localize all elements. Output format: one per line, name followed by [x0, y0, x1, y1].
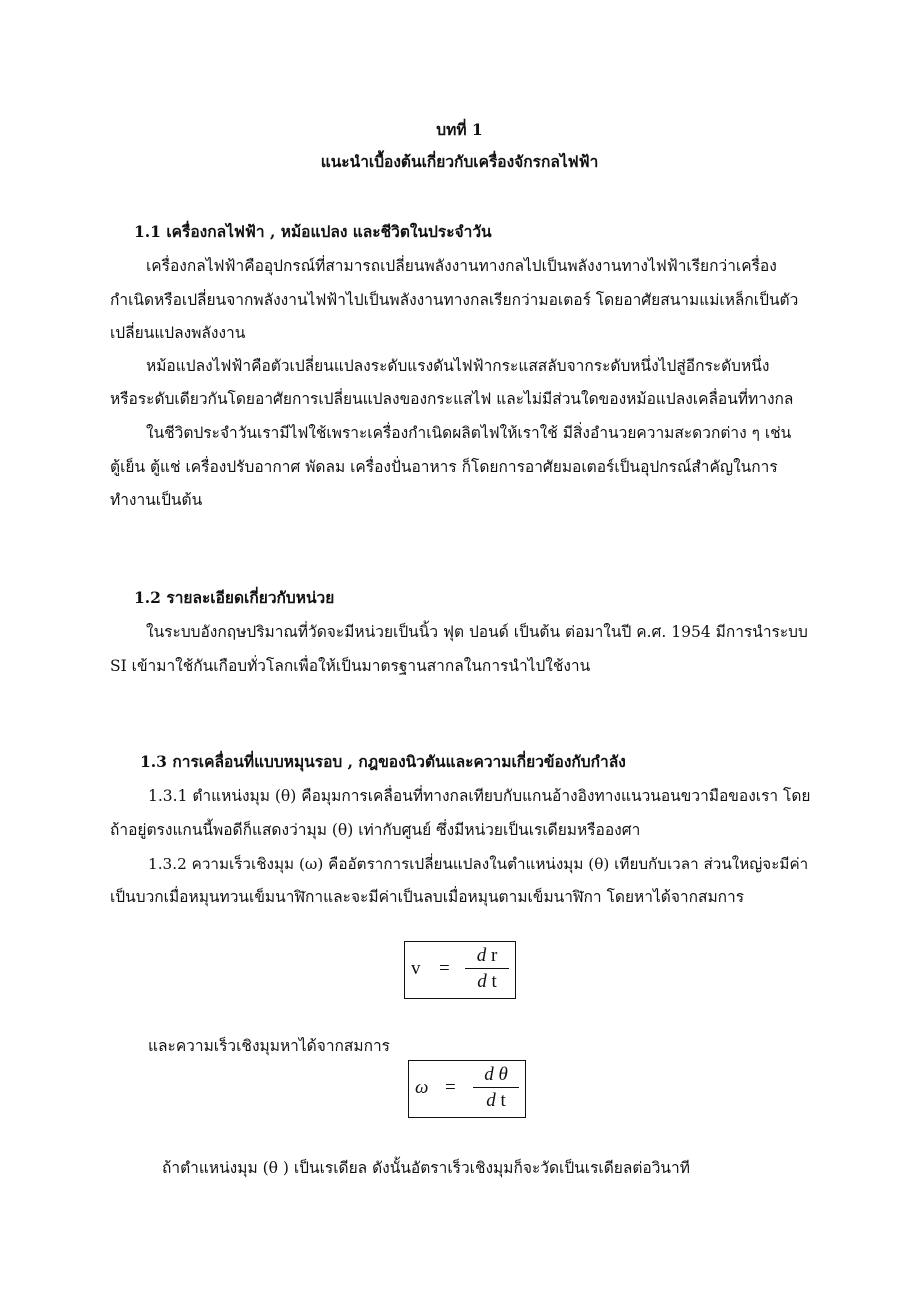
velocity-equation: [404, 941, 516, 999]
chapter-number: บทที่ 1: [436, 120, 483, 139]
equation-denominator: d t: [477, 971, 497, 992]
paragraph-line: เป็นบวกเมื่อหมุนทวนเข็มนาฬิกาและจะมีค่าเป็นลบเมื่อหมุนตามเข็มนาฬิกา โดยหาได้จากสมการ: [110, 888, 745, 906]
paragraph-line: และความเร็วเชิงมุมหาได้จากสมการ: [148, 1037, 390, 1055]
equation-numerator: d θ: [484, 1064, 508, 1085]
paragraph-line: หรือระดับเดียวกันโดยอาศัยการเปลี่ยนแปลงของกระแสไฟ และไม่มีส่วนใดของหม้อแปลงเคลื่อนที่ทางกล: [110, 390, 794, 408]
equation-fraction: [473, 1064, 519, 1112]
paragraph-line: ถ้าอยู่ตรงแกนนี้พอดีก็แสดงว่ามุม (θ) เท่ากับศูนย์ ซึ่งมีหน่วยเป็นเรเดียมหรือองศา: [110, 821, 641, 839]
equation-lhs: ω: [415, 1077, 429, 1098]
fraction-bar: [473, 1087, 519, 1088]
paragraph-line: 1.3.2 ความเร็วเชิงมุม (ω) คืออัตราการเปลี่ยนแปลงในตำแหน่งมุม (θ) เทียบกับเวลา ส่วนใหญ่จะมีค่า: [148, 855, 809, 873]
paragraph-line: ถ้าตำแหน่งมุม (θ ) เป็นเรเดียล ดังนั้นอัตราเร็วเชิงมุมก็จะวัดเป็นเรเดียลต่อวินาที: [162, 1159, 690, 1177]
fraction-bar: [465, 968, 509, 969]
angular-velocity-equation: [408, 1060, 526, 1118]
equation-denominator: d t: [486, 1090, 506, 1111]
equation-equals: =: [445, 1077, 456, 1098]
section-heading-1-1: 1.1 เครื่องกลไฟฟ้า , หม้อแปลง และชีวิตในประจำวัน: [134, 222, 492, 241]
paragraph-line: เครื่องกลไฟฟ้าคืออุปกรณ์ที่สามารถเปลี่ยนพลังงานทางกลไปเป็นพลังงานทางไฟฟ้าเรียกว่าเครื่อง: [146, 257, 777, 275]
equation-equals: =: [439, 958, 450, 979]
paragraph-line: 1.3.1 ตำแหน่งมุม (θ) คือมุมการเคลื่อนที่ทางกลเทียบกับแกนอ้างอิงทางแนวนอนขวามือของเรา โดย: [148, 787, 811, 805]
equation-fraction: [465, 945, 509, 993]
paragraph-line: เปลี่ยนแปลงพลังงาน: [110, 324, 246, 342]
paragraph-line: หม้อแปลงไฟฟ้าคือตัวเปลี่ยนแปลงระดับแรงดันไฟฟ้ากระแสสลับจากระดับหนึ่งไปสู่อีกระดับหนึ่ง: [146, 357, 770, 375]
chapter-title: แนะนำเบื้องต้นเกี่ยวกับเครื่องจักรกลไฟฟ้า: [320, 152, 599, 171]
equation-numerator: d r: [476, 945, 498, 966]
section-heading-1-2: 1.2 รายละเอียดเกี่ยวกับหน่วย: [134, 588, 335, 607]
paragraph-line: ตู้เย็น ตู้แช่ เครื่องปรับอากาศ พัดลม เครื่องปั่นอาหาร ก็โดยการอาศัยมอเตอร์เป็นอุปกรณ์สำคัญในการ: [110, 458, 778, 476]
section-heading-1-3: 1.3 การเคลื่อนที่แบบหมุนรอบ , กฎของนิวตันและความเกี่ยวข้องกับกำลัง: [140, 752, 626, 771]
paragraph-line: ในชีวิตประจำวันเรามีไฟใช้เพราะเครื่องกำเนิดผลิตไฟให้เราใช้ มีสิ่งอำนวยความสะดวกต่าง ๆ เช่น: [146, 424, 792, 442]
paragraph-line: กำเนิดหรือเปลี่ยนจากพลังงานไฟฟ้าไปเป็นพลังงานทางกลเรียกว่ามอเตอร์ โดยอาศัยสนามแม่เหล็กเป็นตัว: [110, 291, 799, 309]
equation-lhs: v: [411, 958, 421, 979]
paragraph-line: ทำงานเป็นต้น: [110, 491, 203, 509]
paragraph-line: ในระบบอังกฤษปริมาณที่วัดจะมีหน่วยเป็นนิ้ว ฟุต ปอนด์ เป็นต้น ต่อมาในปี ค.ศ. 1954 มีการนำระบบ: [146, 623, 808, 641]
paragraph-line: SI เข้ามาใช้กันเกือบทั่วโลกเพื่อให้เป็นมาตรฐานสากลในการนำไปใช้งาน: [110, 657, 591, 675]
